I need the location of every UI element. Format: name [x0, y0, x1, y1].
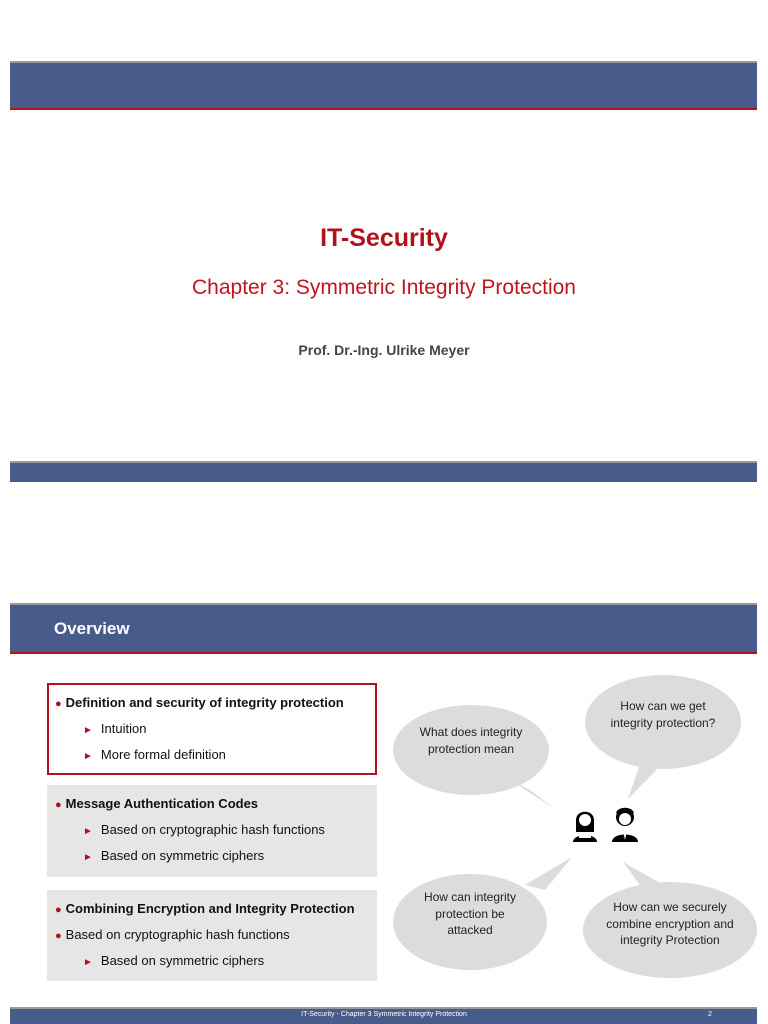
arrow-bullet-icon: ►: [83, 957, 93, 968]
arrow-bullet-icon: ►: [83, 826, 93, 837]
female-person-icon: [573, 812, 597, 842]
speech-bubble-tail: [510, 780, 555, 809]
section-box-combining: [47, 890, 377, 981]
speech-bubble-tail: [525, 857, 572, 890]
bullet-icon: ●: [55, 930, 62, 942]
footer-text: IT-Security - Chapter 3 Symmetric Integrity Protection: [301, 1011, 467, 1018]
bubble-text-combine: How can we securely combine encryption and integrity Protection: [606, 900, 734, 947]
bullet-icon: ●: [55, 904, 62, 916]
section-box-mac: [47, 785, 377, 877]
section-box-definition: [47, 683, 377, 775]
section-head: ● Message Authentication Codes: [55, 796, 259, 811]
speech-bubble-tail: [623, 862, 662, 885]
slide1-top-band: [10, 63, 757, 108]
arrow-bullet-icon: ►: [83, 852, 93, 863]
bullet-icon: ●: [55, 799, 62, 811]
overview-heading: Overview: [54, 619, 130, 638]
list-item: ► More formal definition: [83, 747, 226, 762]
page-number: 2: [708, 1011, 712, 1018]
list-item: ● Based on cryptographic hash functions: [55, 927, 290, 942]
bubble-text-get: How can we get integrity protection?: [610, 699, 716, 730]
list-item: ► Based on symmetric ciphers: [83, 953, 265, 968]
slide-author: Prof. Dr.-Ing. Ulrike Meyer: [298, 342, 470, 358]
slide-subtitle: Chapter 3: Symmetric Integrity Protection: [192, 276, 576, 299]
slide1-bottom-band: [10, 463, 757, 482]
arrow-bullet-icon: ►: [83, 751, 93, 762]
bubble-text-attacked: How can integrity protection be attacked: [423, 890, 517, 937]
bullet-icon: ●: [55, 698, 62, 710]
speech-bubble-tail: [628, 764, 662, 799]
slide-title: IT-Security: [320, 224, 448, 252]
list-item: ► Intuition: [83, 721, 147, 736]
bubble-text-meaning: What does integrity protection mean: [419, 725, 523, 756]
slide1-top-red-line: [10, 108, 757, 110]
list-item: ► Based on symmetric ciphers: [83, 848, 265, 863]
slide2-header-red-line: [10, 652, 757, 654]
male-person-icon: [612, 808, 638, 842]
section-head: ● Definition and security of integrity protection: [55, 695, 344, 710]
list-item: ► Based on cryptographic hash functions: [83, 822, 325, 837]
arrow-bullet-icon: ►: [83, 725, 93, 736]
section-head: ● Combining Encryption and Integrity Protection: [55, 901, 355, 916]
